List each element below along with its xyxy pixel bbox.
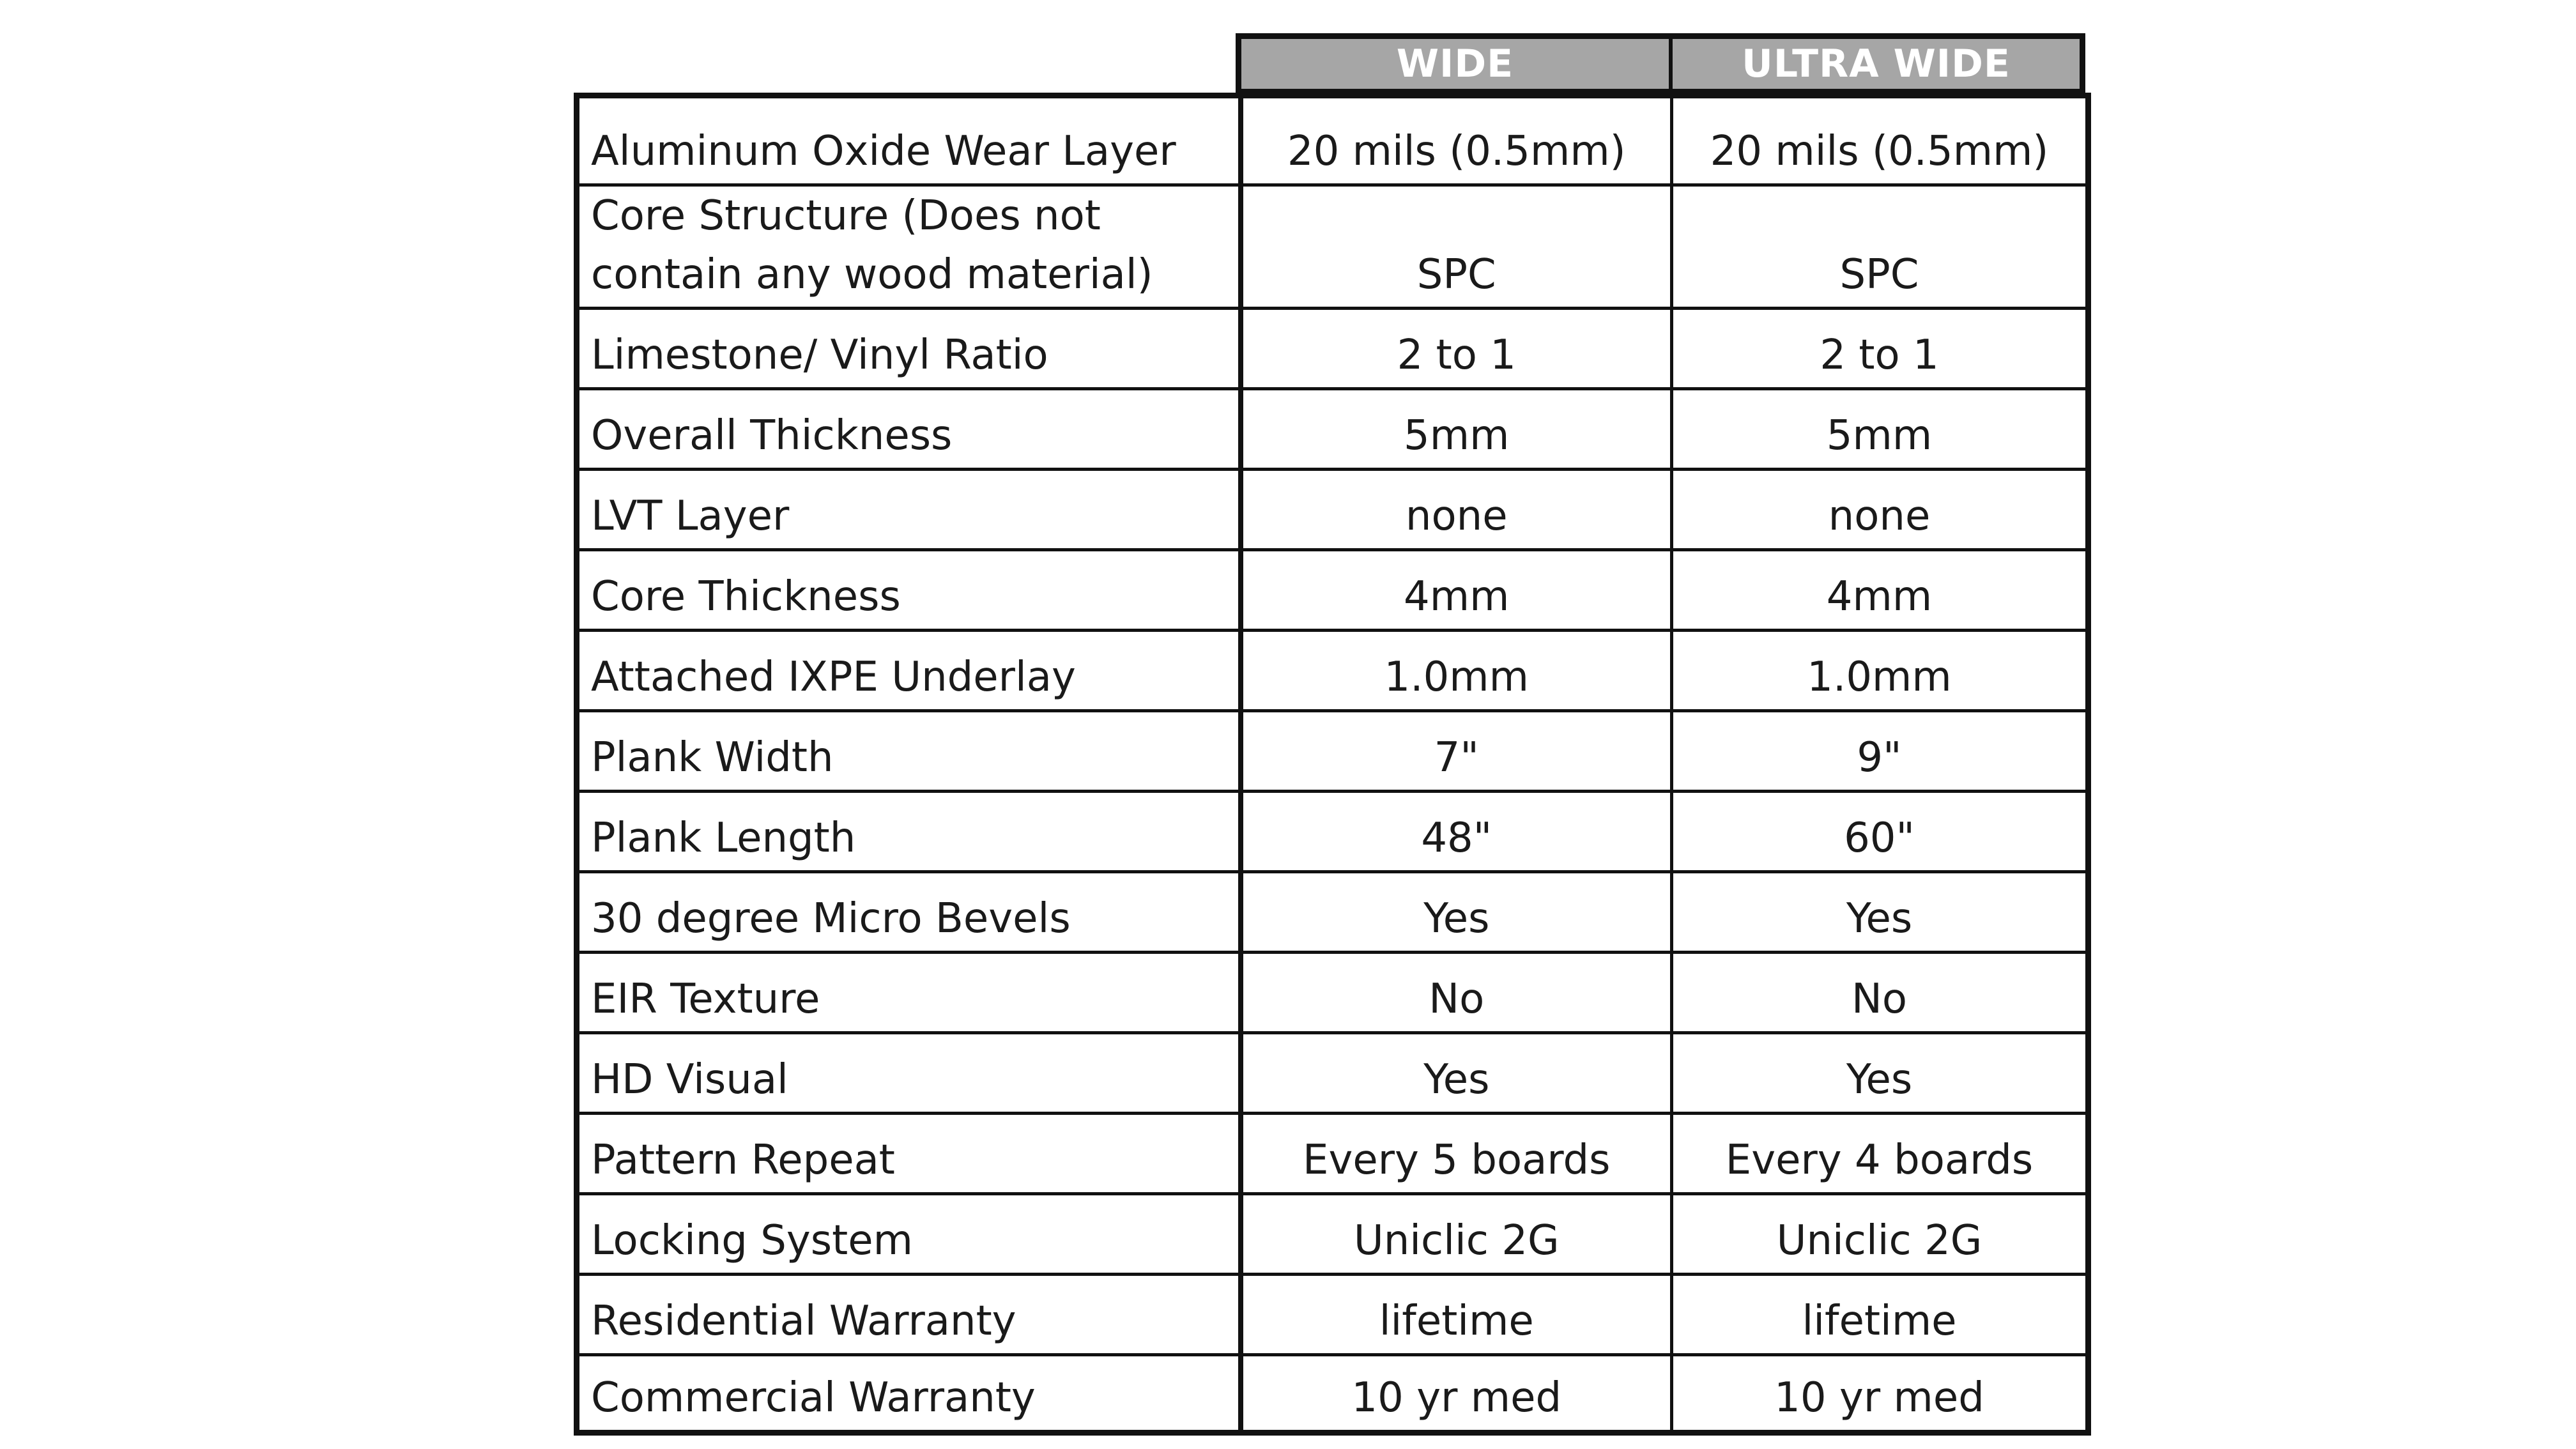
row-label: Residential Warranty [577, 1275, 1241, 1355]
row-label: Core Thickness [577, 550, 1241, 631]
ultra-wide-value: 1.0mm [1672, 631, 2089, 711]
table-row [577, 1114, 2089, 1194]
table-row [577, 389, 2089, 470]
wide-value: lifetime [1241, 1275, 1672, 1355]
table-row [577, 1194, 2089, 1275]
column-header-wide: WIDE [1241, 39, 1673, 89]
table-row [577, 792, 2089, 872]
ultra-wide-value: SPC [1672, 185, 2089, 309]
row-label: Core Structure (Does not contain any wood material) [577, 185, 1241, 309]
table-row [577, 185, 2089, 309]
table-row [577, 1033, 2089, 1114]
ultra-wide-value: 5mm [1672, 389, 2089, 470]
ultra-wide-value: Yes [1672, 872, 2089, 953]
ultra-wide-value: 9" [1672, 711, 2089, 792]
wide-value: Yes [1241, 1033, 1672, 1114]
table-row [577, 1275, 2089, 1355]
ultra-wide-value: 60" [1672, 792, 2089, 872]
row-label: HD Visual [577, 1033, 1241, 1114]
wide-value: Every 5 boards [1241, 1114, 1672, 1194]
table-row [577, 96, 2089, 185]
ultra-wide-value: Uniclic 2G [1672, 1194, 2089, 1275]
spec-table [574, 93, 2091, 1436]
table-row [577, 711, 2089, 792]
table-row [577, 872, 2089, 953]
ultra-wide-value: 20 mils (0.5mm) [1672, 96, 2089, 185]
wide-value: 2 to 1 [1241, 309, 1672, 389]
ultra-wide-value: 4mm [1672, 550, 2089, 631]
row-label: Attached IXPE Underlay [577, 631, 1241, 711]
ultra-wide-value: 10 yr med [1672, 1355, 2089, 1433]
ultra-wide-value: Every 4 boards [1672, 1114, 2089, 1194]
wide-value: 20 mils (0.5mm) [1241, 96, 1672, 185]
row-label: EIR Texture [577, 953, 1241, 1033]
wide-value: Uniclic 2G [1241, 1194, 1672, 1275]
row-label: LVT Layer [577, 470, 1241, 550]
wide-value: 7" [1241, 711, 1672, 792]
table-row [577, 1355, 2089, 1433]
table-row [577, 470, 2089, 550]
row-label: Locking System [577, 1194, 1241, 1275]
table-row [577, 550, 2089, 631]
wide-value: No [1241, 953, 1672, 1033]
ultra-wide-value: Yes [1672, 1033, 2089, 1114]
wide-value: 48" [1241, 792, 1672, 872]
row-label: Aluminum Oxide Wear Layer [577, 96, 1241, 185]
wide-value: 10 yr med [1241, 1355, 1672, 1433]
wide-value: 4mm [1241, 550, 1672, 631]
row-label: Commercial Warranty [577, 1355, 1241, 1433]
ultra-wide-value: none [1672, 470, 2089, 550]
row-label: Limestone/ Vinyl Ratio [577, 309, 1241, 389]
wide-value: 5mm [1241, 389, 1672, 470]
table-row [577, 309, 2089, 389]
column-header-ultra-wide: ULTRA WIDE [1742, 42, 2011, 86]
table-row [577, 953, 2089, 1033]
table-row [577, 631, 2089, 711]
wide-value: none [1241, 470, 1672, 550]
ultra-wide-value: No [1672, 953, 2089, 1033]
row-label: Plank Length [577, 792, 1241, 872]
wide-value: 1.0mm [1241, 631, 1672, 711]
row-label: Pattern Repeat [577, 1114, 1241, 1194]
row-label: 30 degree Micro Bevels [577, 872, 1241, 953]
column-header [1236, 33, 2085, 95]
row-label: Plank Width [577, 711, 1241, 792]
row-label: Overall Thickness [577, 389, 1241, 470]
ultra-wide-value: 2 to 1 [1672, 309, 2089, 389]
wide-value: SPC [1241, 185, 1672, 309]
wide-value: Yes [1241, 872, 1672, 953]
ultra-wide-value: lifetime [1672, 1275, 2089, 1355]
